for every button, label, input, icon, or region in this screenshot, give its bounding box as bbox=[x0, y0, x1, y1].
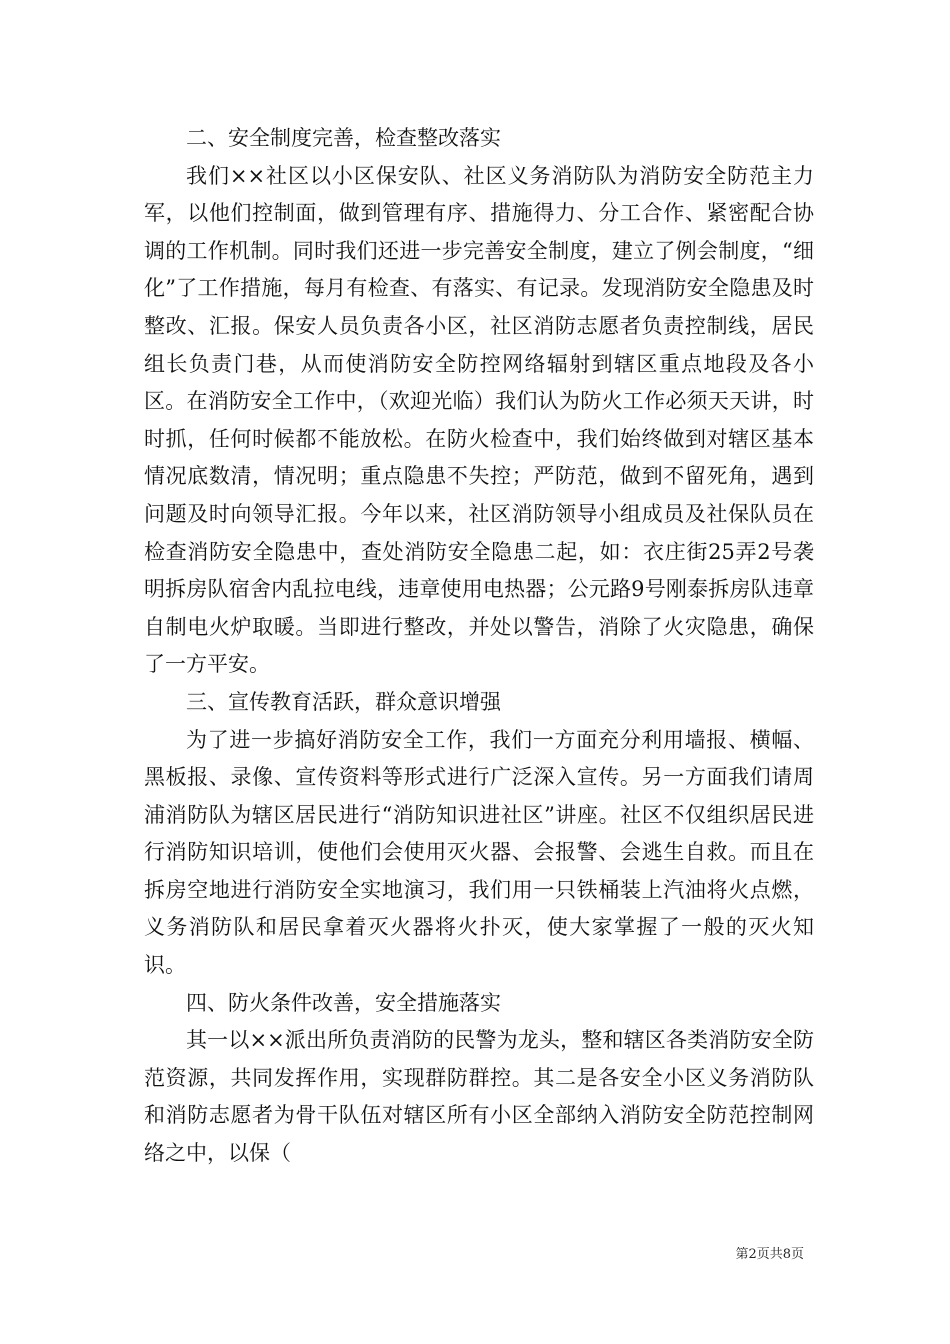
document-body bbox=[144, 120, 814, 1173]
section-heading-2: 二、安全制度完善，检查整改落实 bbox=[186, 126, 501, 150]
body-paragraph: 我们××社区以小区保安队、社区义务消防队为消防安全防范主力军，以他们控制面，做到管理有序、措施得力、分工合作、紧密配合协调的工作机制。同时我们还进一步完善安全制度，建立了例会制度，“细化”了工作措施，每月有检查、有落实、有记录。发现消防安全隐患及时整改、汇报。保安人员负责各小区，社区消防志愿者负责控制线，居民组长负责门巷，从而使消防安全防控网络辐射到辖区重点地段及各小区。在消防安全工作中，（欢迎光临）我们认为防火工作必须天天讲，时时抓，任何时候都不能放松。在防火检查中，我们始终做到对辖区基本情况底数清，情况明；重点隐患不失控；严防范，做到不留死角，遇到问题及时向领导汇报。今年以来，社区消防领导小组成员及社保队员在检查消防安全隐患中，查处消防安全隐患二起，如：衣庄街25弄2号袭明拆房队宿舍内乱拉电线，违章使用电热器；公元路9号刚泰拆房队违章自制电火炉取暖。当即进行整改，并处以警告，消除了火灾隐患，确保了一方平安。 bbox=[144, 163, 814, 677]
section-heading-4: 四、防火条件改善，安全措施落实 bbox=[186, 990, 501, 1015]
body-paragraph: 为了进一步搞好消防安全工作，我们一方面充分利用墙报、横幅、黑板报、录像、宣传资料等形式进行广泛深入宣传。另一方面我们请周浦消防队为辖区居民进行“消防知识进社区”讲座。社区不仅组织居民进行消防知识培训，使他们会使用灭火器、会报警、会逃生自救。而且在拆房空地进行消防安全实地演习，我们用一只铁桶装上汽油将火点燃，义务消防队和居民拿着灭火器将火扑灭，使大家掌握了一般的灭火知识。 bbox=[144, 727, 814, 978]
page-number: 第2页共8页 bbox=[735, 1247, 804, 1262]
body-paragraph: 其一以××派出所负责消防的民警为龙头，整和辖区各类消防安全防范资源，共同发挥作用，实现群防群控。其二是各安全小区义务消防队和消防志愿者为骨干队伍对辖区所有小区全部纳入消防安全防范控制网络之中，以保（ bbox=[144, 1028, 814, 1166]
section-heading-3: 三、宣传教育活跃，群众意识增强 bbox=[186, 689, 501, 714]
